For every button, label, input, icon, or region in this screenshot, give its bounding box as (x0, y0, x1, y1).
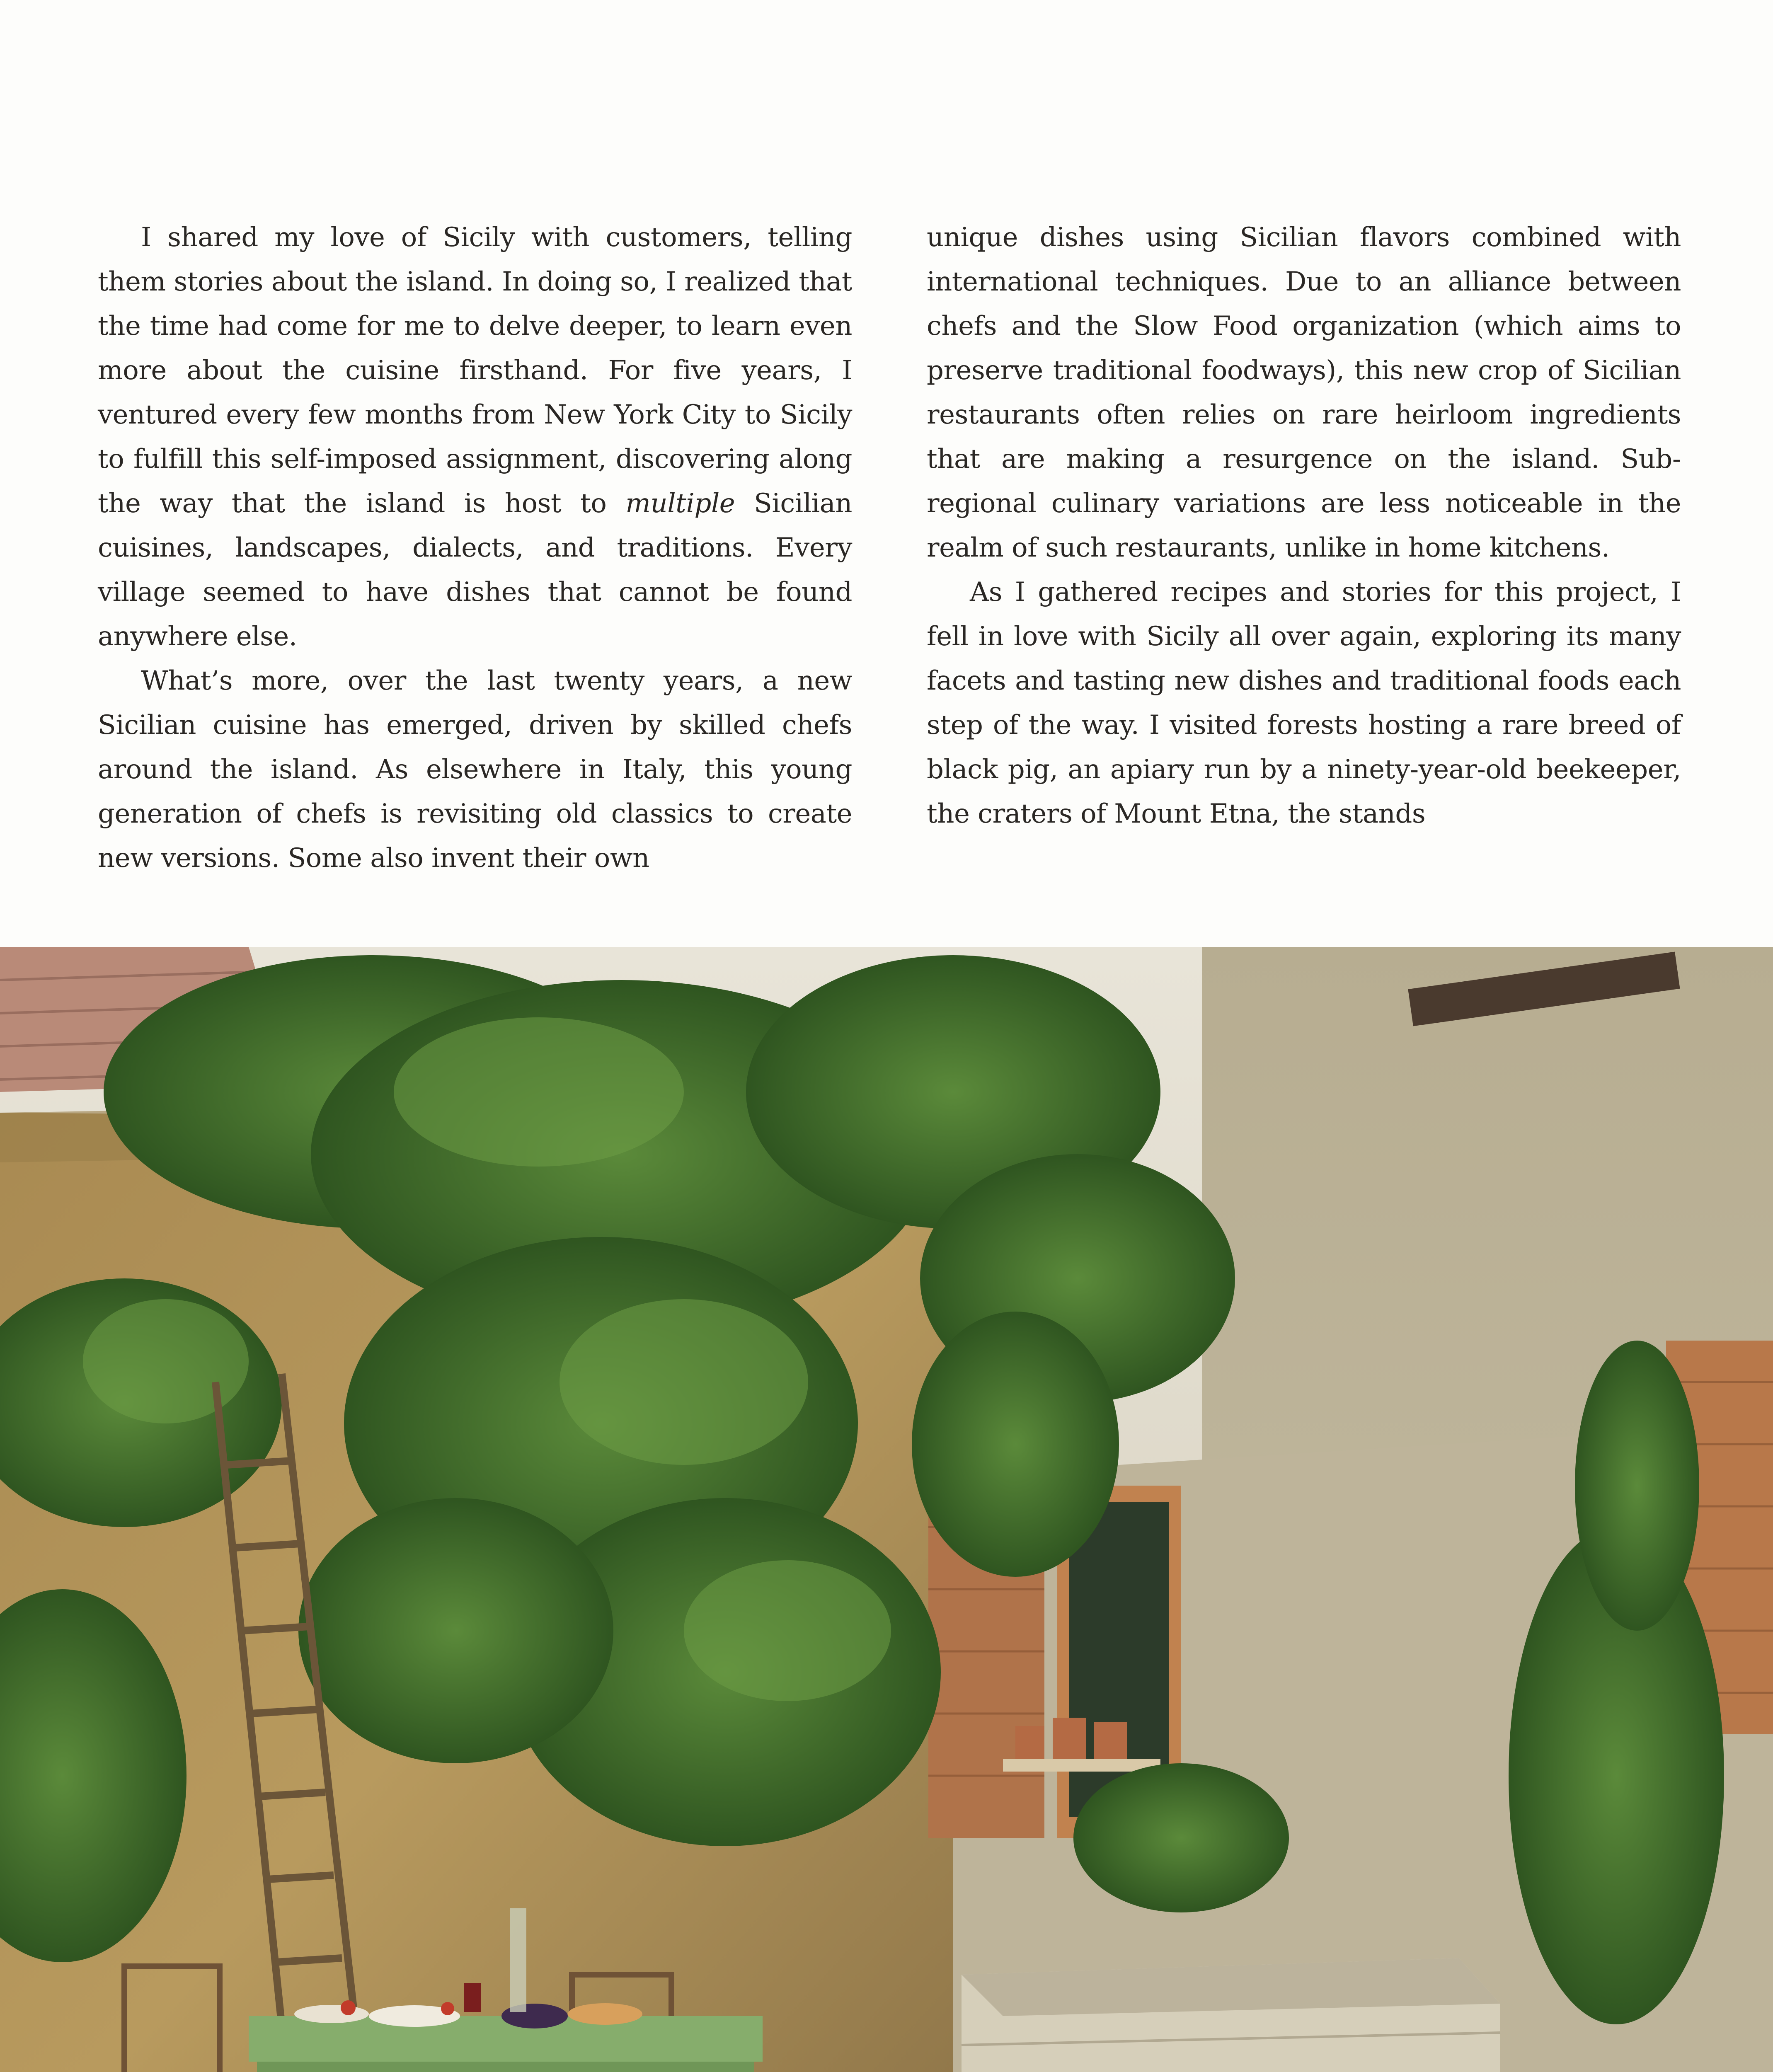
paragraph (98, 215, 852, 659)
paragraph-text: I shared my love of Sicily with customers, telling them stories about the island. In doing so, I realized that the time had come for me to delve deeper, to learn even more about the cuisine firsthand. For five years, I ventured every few months from New York City to Sicily to fulfill this self-imposed assignment, discovering along the way that the island is host to (98, 222, 852, 519)
text-column-right (927, 215, 1681, 836)
emphasis-text: multiple (625, 488, 735, 519)
paragraph-text: As I gathered recipes and stories for this project, I fell in love with Sicily all over again, exploring its many facets and tasting new dishes and traditional foods each step of the way. I visited forests hosting a rare breed of black pig, an apiary run by a ninety-year-old beekeeper, the craters of Mount Etna, the stands (927, 577, 1681, 829)
paragraph-text: What’s more, over the last twenty years, a new Sicilian cuisine has emerged, driven by skilled chefs around the island. As elsewhere in Italy, this young generation of chefs is revisiting old classics to create new versions. Some also invent their own (98, 666, 852, 874)
courtyard-photo-illustration (0, 947, 1773, 2072)
paragraph (98, 659, 852, 881)
paragraph-text: Sicilian cuisines, landscapes, dialects, and traditions. Every village seemed to have dishes that cannot be found anywhere else. (98, 488, 852, 652)
text-column-left (98, 215, 852, 881)
paragraph (927, 215, 1681, 570)
paragraph (927, 570, 1681, 836)
courtyard-photo (0, 947, 1773, 2072)
paragraph-text: unique dishes using Sicilian flavors combined with international techniques. Due to an alliance between chefs and the Slow Food organization (which aims to preserve traditional foodways), this new crop of Sicilian restaurants often relies on rare heirloom ingredients that are making a resurgence on the island. Sub-regional culinary variations are less noticeable in the realm of such restaurants, unlike in home kitchens. (927, 222, 1681, 563)
